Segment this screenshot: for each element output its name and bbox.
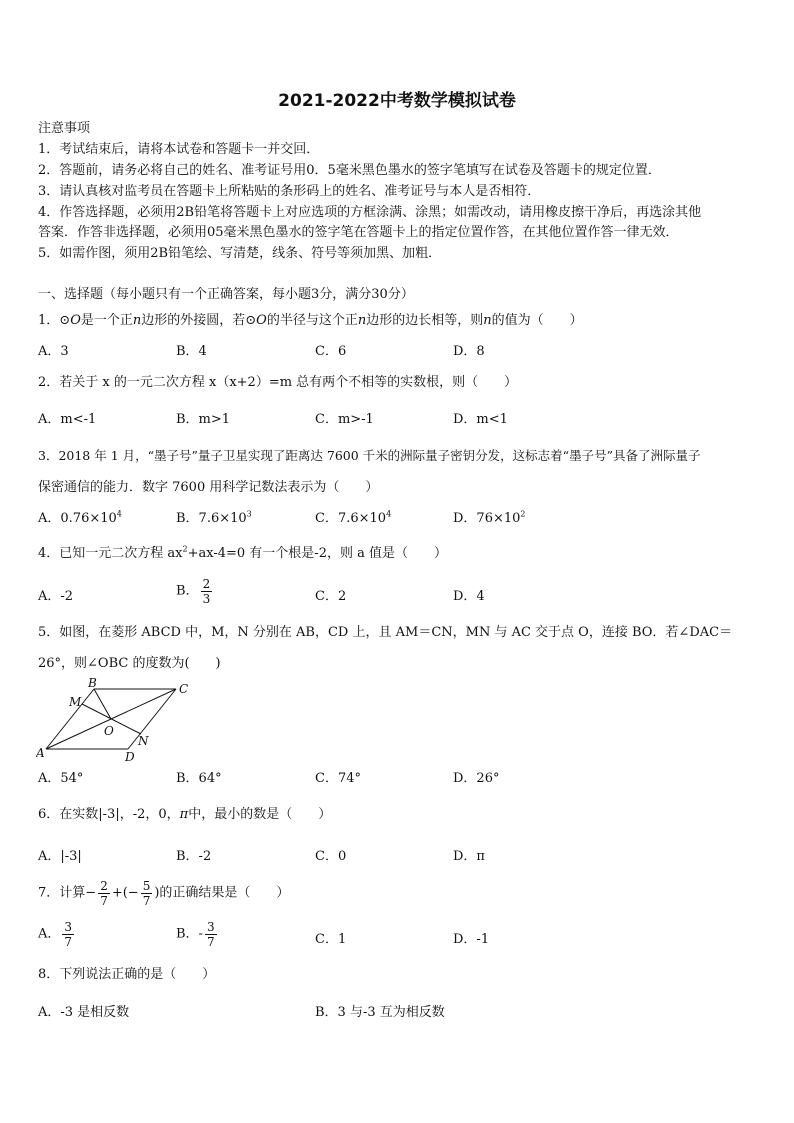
fraction [141, 879, 153, 908]
option-text: A． [38, 926, 61, 942]
question-2: 2．若关于 x 的一元二次方程 x（x+2）=m 总有两个不相等的实数根，则（ ） [38, 375, 518, 390]
question-number: 1． [38, 313, 60, 328]
option-a: A．m<-1 [38, 412, 97, 427]
denominator: 3 [202, 592, 211, 606]
option-d: D．8 [453, 344, 485, 359]
option-b: B．3 与-3 互为相反数 [315, 1005, 445, 1020]
text-run: +ax-4=0 有一个根是-2，则 a 值是（ ） [187, 546, 447, 561]
text-run: 中，最小的数是（ ） [188, 807, 332, 822]
fraction [201, 577, 213, 606]
option-d: D．m<1 [453, 412, 508, 427]
text-run: 的半径与这个正 [266, 313, 358, 328]
exponent: 4 [386, 509, 392, 519]
notice-item: 2．答题前，请务必将自己的姓名、准考证号用0．5毫米黑色墨水的签字笔填写在试卷及答题卡的规定位置． [38, 163, 661, 178]
option-text: B． [176, 583, 199, 599]
fraction [205, 920, 217, 949]
question-3-line-2: 保密通信的能力．数字 7600 用科学记数法表示为（ ） [38, 480, 379, 495]
option-c: C．0 [315, 849, 347, 864]
text-run: 是一个正 [80, 313, 133, 328]
option-a: A．-3 是相反数 [38, 1005, 130, 1020]
option-d: D．-1 [453, 932, 490, 947]
option-c: C．m>-1 [315, 412, 374, 427]
rhombus-figure [36, 677, 196, 762]
fraction [62, 920, 74, 949]
text-run: 边形的外接圆，若⊙ [141, 313, 257, 328]
text-run: 7．计算 [38, 885, 86, 901]
denominator: 7 [142, 894, 151, 908]
section-heading: 一、选择题（每小题只有一个正确答案，每小题3分，满分30分） [38, 287, 414, 302]
numerator: 3 [64, 920, 73, 934]
var-o: O [70, 313, 81, 328]
exponent: 2 [182, 544, 188, 554]
option-text: D．76×10 [453, 511, 521, 526]
option-a: A．54° [38, 771, 84, 786]
var-n: n [132, 313, 142, 328]
var-n: n [483, 313, 492, 328]
numerator: 2 [202, 577, 211, 591]
question-6 [38, 806, 331, 824]
option-a: A．|-3| [38, 849, 82, 864]
option-a: A．3 [38, 344, 69, 359]
circle-symbol: ⊙ [59, 313, 71, 328]
var-n: n [357, 313, 367, 328]
question-5-line-2: 26°，则∠OBC 的度数为( ) [38, 656, 221, 671]
option-text: A．0.76×10 [38, 511, 117, 526]
minus-sign: − [85, 885, 97, 901]
option-d: D．π [453, 849, 485, 864]
option-b [176, 510, 252, 528]
option-d: D．4 [453, 589, 485, 604]
text-run: 4．已知一元二次方程 ax [38, 546, 183, 561]
option-b: B．4 [176, 344, 207, 359]
question-5-line-1: 5．如图，在菱形 ABCD 中，M，N 分别在 AB，CD 上，且 AM＝CN，MN 与 AC 交于点 O，连接 BO．若∠DAC＝ [38, 625, 733, 640]
question-4 [38, 545, 447, 563]
pi-symbol: π [179, 807, 189, 822]
edge-cd [128, 689, 176, 749]
option-text: B．7.6×10 [176, 511, 247, 526]
option-a [38, 510, 122, 528]
option-c: C．6 [315, 344, 347, 359]
option-d [453, 510, 526, 528]
option-b: B．-2 [176, 849, 212, 864]
option-b: B．64° [176, 771, 222, 786]
label-a: A [36, 746, 45, 760]
option-c: C．74° [315, 771, 361, 786]
numerator: 5 [142, 879, 151, 893]
label-b: B [88, 677, 97, 690]
question-7 [38, 879, 289, 908]
numerator: 3 [206, 920, 215, 934]
text-run: 6．在实数|-3|，-2，0， [38, 807, 180, 822]
denominator: 7 [206, 935, 215, 949]
denominator: 7 [64, 935, 73, 949]
option-b [176, 577, 214, 606]
question-8: 8．下列说法正确的是（ ） [38, 967, 216, 982]
text-run: )的正确结果是（ ） [154, 885, 290, 901]
notice-heading: 注意事项 [38, 121, 91, 136]
label-d: D [125, 750, 135, 762]
label-o: O [104, 724, 114, 738]
option-a [38, 920, 76, 949]
question-1 [38, 312, 583, 330]
text-run: 边形的边长相等，则 [366, 313, 484, 328]
text-run: 的值为（ ） [491, 313, 583, 328]
denominator: 7 [100, 894, 108, 908]
label-c: C [179, 682, 189, 696]
var-o: O [256, 313, 267, 328]
notice-item: 3．请认真核对监考员在答题卡上所粘贴的条形码上的姓名、准考证号与本人是否相符． [38, 184, 541, 199]
option-a: A．-2 [38, 589, 74, 604]
exponent: 2 [520, 509, 526, 519]
question-3-line-1: 3．2018 年 1 月，“墨子号”量子卫星实现了距离达 7600 千米的洲际量子密钥分发，这标志着“墨子号”具备了洲际量子 [38, 448, 701, 463]
label-m: M [69, 695, 82, 709]
page-title: 2021-2022中考数学模拟试卷 [278, 91, 516, 111]
option-b [176, 920, 219, 949]
option-text: B．- [176, 926, 203, 942]
exponent: 3 [246, 509, 252, 519]
notice-item: 4．作答选择题，必须用2B铅笔将答题卡上对应选项的方框涂满、涂黑；如需改动，请用橡皮擦干净后，再选涂其他 [38, 205, 702, 220]
label-n: N [138, 734, 149, 748]
option-d: D．26° [453, 771, 500, 786]
notice-item: 5．如需作图，须用2B铅笔绘、写清楚，线条、符号等须加黑、加粗． [38, 246, 442, 261]
fraction [98, 879, 110, 908]
option-c: C．2 [315, 589, 347, 604]
exponent: 4 [116, 509, 122, 519]
option-c [315, 510, 391, 528]
option-c: C．1 [315, 932, 347, 947]
option-text: C．7.6×10 [315, 511, 387, 526]
notice-item: 答案．作答非选择题，必须用05毫米黑色墨水的签字笔在答题卡上的指定位置作答，在其他位置作答一律无效． [38, 225, 679, 240]
text-run: +(− [111, 885, 139, 901]
option-b: B．m>1 [176, 412, 231, 427]
notice-item: 1．考试结束后，请将本试卷和答题卡一并交回． [38, 142, 320, 157]
numerator: 2 [100, 879, 108, 893]
